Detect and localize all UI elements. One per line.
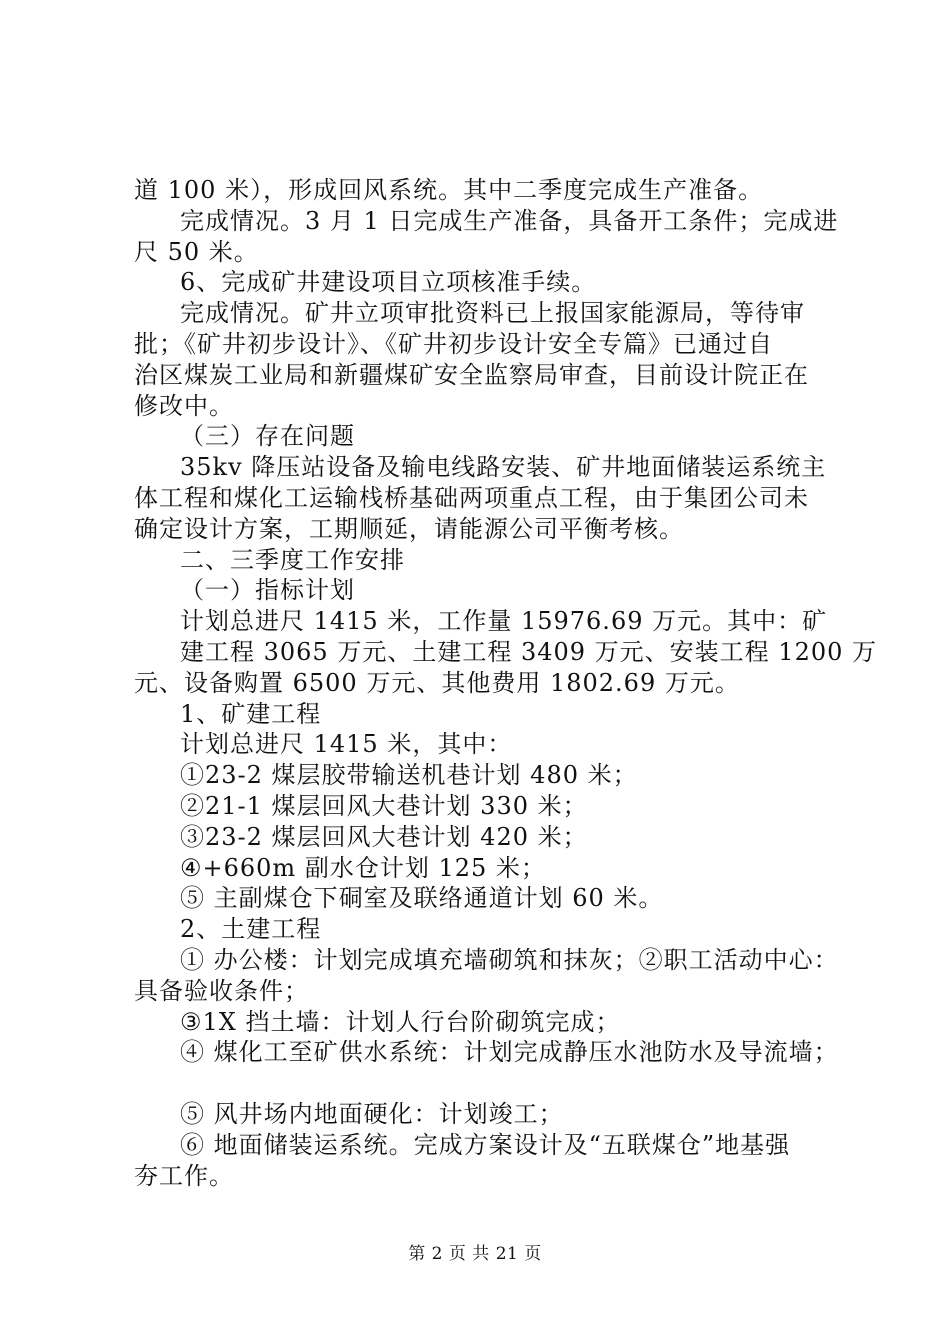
text-line: 完成情况。矿井立项审批资料已上报国家能源局，等待审 xyxy=(180,299,805,328)
list-item: ⑤ 风井场内地面硬化：计划竣工； xyxy=(180,1099,564,1128)
text-line: 6、完成矿井建设项目立项核准手续。 xyxy=(180,268,597,297)
section-heading: 二、三季度工作安排 xyxy=(180,545,405,574)
list-item: ④+660m 副水仓计划 125 米； xyxy=(180,853,546,882)
text-line: 35kv 降压站设备及输电线路安装、矿井地面储装运系统主 xyxy=(180,453,827,482)
page-number-footer: 第 2 页 共 21 页 xyxy=(408,1244,542,1264)
list-item: ③1X 挡土墙：计划人行台阶砌筑完成； xyxy=(180,1007,621,1036)
list-item: ④ 煤化工至矿供水系统：计划完成静压水池防水及导流墙； xyxy=(180,1038,839,1067)
text-line: 体工程和煤化工运输栈桥基础两项重点工程，由于集团公司未 xyxy=(134,483,809,512)
document-body xyxy=(134,175,878,1191)
text-line: 道 100 米），形成回风系统。其中二季度完成生产准备。 xyxy=(134,176,764,204)
list-item: ①23-2 煤层胶带输送机巷计划 480 米； xyxy=(180,761,638,790)
text-line: 尺 50 米。 xyxy=(134,237,259,266)
list-item: ②21-1 煤层回风大巷计划 330 米； xyxy=(180,791,588,820)
list-item: ⑤ 主副煤仓下硐室及联络通道计划 60 米。 xyxy=(180,884,664,913)
text-line: 完成情况。3 月 1 日完成生产准备，具备开工条件；完成进 xyxy=(180,206,839,235)
list-item: ① 办公楼：计划完成填充墙砌筑和抹灰；②职工活动中心： xyxy=(180,945,839,974)
section-heading: （一）指标计划 xyxy=(180,576,355,605)
text-line: 夯工作。 xyxy=(134,1161,234,1190)
text-line: 确定设计方案，工期顺延，请能源公司平衡考核。 xyxy=(134,514,684,543)
section-heading: 2、土建工程 xyxy=(180,915,322,944)
text-line: 具备验收条件； xyxy=(134,976,309,1005)
text-line: 元、设备购置 6500 万元、其他费用 1802.69 万元。 xyxy=(134,668,740,697)
section-heading: （三）存在问题 xyxy=(180,422,355,451)
text-line: 治区煤炭工业局和新疆煤矿安全监察局审查，目前设计院正在 xyxy=(134,360,809,389)
blank-line xyxy=(134,1068,834,1099)
text-line: 修改中。 xyxy=(134,391,234,420)
section-heading: 1、矿建工程 xyxy=(180,699,322,728)
list-item: ⑥ 地面储装运系统。完成方案设计及“五联煤仓”地基强 xyxy=(180,1130,791,1159)
text-line: 计划总进尺 1415 米，其中： xyxy=(180,730,513,759)
text-line: 批；《矿井初步设计》、《矿井初步设计安全专篇》已通过自 xyxy=(134,329,773,358)
list-item: ③23-2 煤层回风大巷计划 420 米； xyxy=(180,822,588,851)
text-line: 计划总进尺 1415 米，工作量 15976.69 万元。其中：矿 xyxy=(180,607,828,636)
text-line: 建工程 3065 万元、土建工程 3409 万元、安装工程 1200 万 xyxy=(180,637,878,666)
